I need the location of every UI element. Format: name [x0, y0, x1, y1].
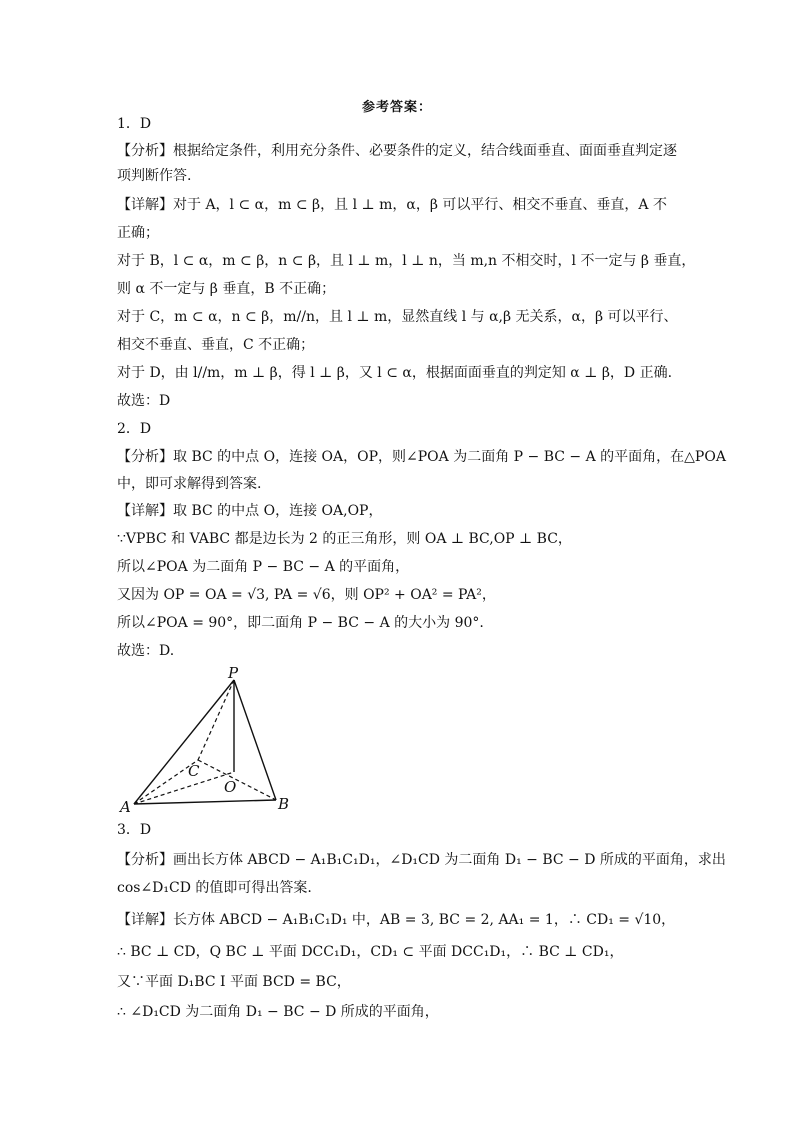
solution-text: 又∵平面 D₁BC I 平面 BCD = BC，	[117, 974, 351, 990]
solution-text: 【详解】对于 A，l ⊂ α，m ⊂ β，且 l ⊥ m，α，β 可以平行、相交不垂直、垂直，A 不	[117, 197, 667, 213]
solution-text: 则 α 不一定与 β 垂直，B 不正确；	[117, 281, 336, 297]
label-c: C	[188, 762, 200, 780]
label-p: P	[228, 664, 239, 682]
page-title: 参考答案：	[361, 100, 432, 115]
solution-text: ∴ ∠D₁CD 为二面角 D₁ − BC − D 所成的平面角，	[117, 1004, 439, 1020]
answer-choice: 故选：D	[117, 393, 171, 409]
analysis-text: cos∠D₁CD 的值即可得出答案.	[117, 880, 312, 896]
solution-text: 又因为 OP = OA = √3, PA = √6，则 OP² + OA² = PA²，	[117, 587, 496, 603]
solution-text: 所以∠POA 为二面角 P − BC − A 的平面角，	[117, 559, 410, 575]
solution-text: 相交不垂直、垂直，C 不正确；	[117, 337, 315, 353]
analysis-text: 中，即可求解得到答案.	[117, 476, 262, 492]
edge-ab	[134, 800, 276, 804]
solution-text: 【详解】取 BC 的中点 O，连接 OA,OP，	[117, 503, 383, 519]
solution-text: 对于 B，l ⊂ α，m ⊂ β，n ⊂ β，且 l ⊥ m，l ⊥ n，当 m,n 不相交时，l 不一定与 β 垂直，	[117, 253, 696, 269]
answer-number: 1．D	[117, 116, 152, 132]
analysis-text: 【分析】取 BC 的中点 O，连接 OA，OP，则∠POA 为二面角 P − BC − A 的平面角，在△POA	[117, 449, 726, 465]
solution-text: 对于 C，m ⊂ α，n ⊂ β，m//n，且 l ⊥ m，显然直线 l 与 α,β 无关系，α，β 可以平行、	[117, 309, 678, 325]
edge-pb	[234, 680, 276, 800]
answer-choice: 故选：D.	[117, 643, 175, 659]
analysis-text: 【分析】画出长方体 ABCD − A₁B₁C₁D₁，∠D₁CD 为二面角 D₁ − BC − D 所成的平面角，求出	[117, 852, 726, 868]
answer-number: 3．D	[117, 822, 152, 838]
label-b: B	[278, 795, 290, 813]
solution-text: ∵VPBC 和 VABC 都是边长为 2 的正三角形，则 OA ⊥ BC,OP ⊥ BC，	[117, 531, 572, 547]
solution-text: 【详解】长方体 ABCD − A₁B₁C₁D₁ 中，AB = 3, BC = 2, AA₁ = 1，∴ CD₁ = √10，	[117, 912, 676, 928]
solution-text: 所以∠POA = 90°，即二面角 P − BC − A 的大小为 90°.	[117, 615, 484, 631]
solution-text: ∴ BC ⊥ CD，Q BC ⊥ 平面 DCC₁D₁，CD₁ ⊂ 平面 DCC₁D₁，∴ BC ⊥ CD₁，	[117, 944, 624, 960]
solution-text: 对于 D，由 l//m，m ⊥ β，得 l ⊥ β，又 l ⊂ α，根据面面垂直的判定知 α ⊥ β，D 正确.	[117, 365, 673, 381]
label-o: O	[224, 778, 237, 796]
analysis-text: 项判断作答.	[117, 168, 192, 184]
edge-pc	[198, 680, 234, 760]
solution-text: 正确；	[117, 225, 159, 241]
edge-ao	[134, 772, 237, 804]
tetrahedron-figure	[116, 664, 316, 816]
analysis-text: 【分析】根据给定条件，利用充分条件、必要条件的定义，结合线面垂直、面面垂直判定逐	[117, 143, 677, 159]
edge-pa	[134, 680, 237, 804]
label-a: A	[120, 798, 131, 816]
answer-number: 2．D	[117, 421, 152, 437]
